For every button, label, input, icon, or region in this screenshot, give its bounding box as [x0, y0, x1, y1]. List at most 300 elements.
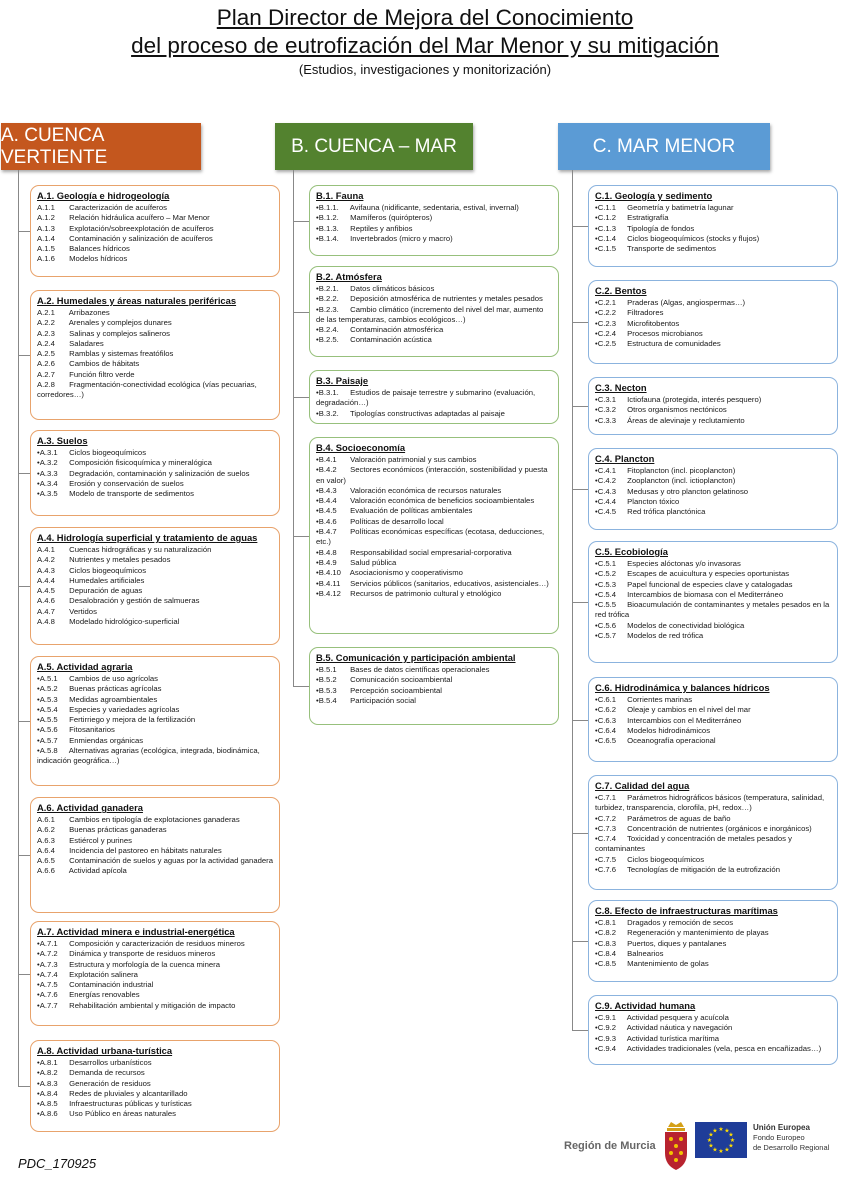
- item-code: •C.7.1: [595, 793, 617, 802]
- topic-item: [595, 224, 831, 234]
- item-code: •A.5.8: [37, 746, 58, 756]
- item-code: A.2.2: [37, 318, 55, 328]
- topic-item: [37, 380, 273, 401]
- item-code: •B.4.9: [316, 557, 337, 567]
- topic-title: C.4. Plancton: [595, 453, 655, 464]
- item-text: Especies alóctonas y/o invasoras: [627, 559, 741, 568]
- topic-item: [37, 970, 273, 980]
- topic-item: [316, 305, 552, 326]
- connector-line: [293, 221, 309, 222]
- column-header-cuenca-vertiente: A. CUENCA VERTIENTE: [1, 123, 201, 170]
- topic-item: [37, 1109, 273, 1119]
- item-text: Modelo de transporte de sedimentos: [69, 489, 194, 499]
- item-code: A.2.7: [37, 369, 55, 379]
- item-text: Función filtro verde: [69, 369, 135, 379]
- topic-box: [588, 280, 838, 364]
- item-text: Modelos hidrodinámicos: [627, 725, 711, 735]
- topic-box: [30, 656, 280, 786]
- topic-item: [37, 576, 273, 586]
- item-text: Degradación, contaminación y salinización de suelos: [69, 468, 250, 478]
- item-text: Fragmentación-conectividad ecológica (vías pecuarias, corredores…): [37, 380, 257, 400]
- topic-item: [316, 579, 552, 589]
- topic-item: [316, 496, 552, 506]
- item-text: Infraestructuras públicas y turísticas: [69, 1099, 192, 1109]
- item-text: Nutrientes y metales pesados: [69, 555, 171, 565]
- topic-box: [588, 900, 838, 982]
- item-code: A.6.6: [37, 866, 55, 876]
- topic-item: [595, 590, 831, 600]
- item-text: Oleaje y cambios en el nivel del mar: [627, 705, 751, 715]
- item-text: Microfitobentos: [627, 318, 680, 328]
- item-code: A.2.3: [37, 328, 55, 338]
- item-text: Estiércol y purines: [69, 835, 132, 845]
- item-code: A.6.5: [37, 856, 55, 866]
- item-text: Actividades tradicionales (vela, pesca en encañizadas…): [626, 1043, 822, 1053]
- item-text: Estudios de paisaje terrestre y submarino (evaluación, degradación…): [316, 388, 536, 408]
- topic-item: [37, 489, 273, 499]
- eu-label: Unión Europea: [753, 1123, 810, 1132]
- topic-item: [316, 696, 552, 706]
- topic-item: [37, 555, 273, 565]
- topic-title: A.4. Hidrología superficial y tratamiento de aguas: [37, 532, 258, 543]
- item-code: •B.5.4: [316, 695, 337, 705]
- svg-text:★: ★: [728, 1131, 734, 1139]
- topic-item: [37, 586, 273, 596]
- topic-item: [595, 213, 831, 223]
- topic-item: [595, 824, 831, 834]
- item-code: •C.5.3: [595, 579, 617, 589]
- item-code: •C.4.1: [595, 466, 617, 475]
- item-code: A.1.3: [37, 223, 55, 233]
- topic-item: [37, 448, 273, 458]
- item-code: •C.8.2: [595, 928, 617, 938]
- item-code: •A.7.5: [37, 980, 58, 990]
- topic-box: [309, 185, 559, 256]
- topic-item: [595, 466, 831, 476]
- topic-title: A.1. Geología e hidrogeología: [37, 190, 170, 201]
- item-text: Balnearios: [627, 948, 664, 958]
- topic-item: [37, 469, 273, 479]
- connector-line: [572, 1030, 588, 1031]
- topic-item: [595, 203, 831, 213]
- topic-item: [595, 959, 831, 969]
- item-text: Geometría y batimetría lagunar: [627, 203, 734, 212]
- topic-item: [316, 388, 552, 409]
- item-code: •C.2.2: [595, 308, 617, 318]
- item-code: •C.5.5: [595, 600, 617, 610]
- topic-item: [37, 725, 273, 735]
- topic-box: [30, 527, 280, 645]
- topic-box: [30, 797, 280, 913]
- item-code: •A.5.6: [37, 725, 58, 735]
- item-text: Erosión y conservación de suelos: [69, 478, 184, 488]
- topic-item: [37, 244, 273, 254]
- item-code: •A.5.5: [37, 715, 58, 725]
- topic-item: [37, 479, 273, 489]
- item-code: •C.7.6: [595, 865, 617, 875]
- topic-item: [595, 580, 831, 590]
- item-text: Puertos, diques y pantalanes: [627, 938, 727, 948]
- topic-item: [595, 928, 831, 938]
- item-text: Composición fisicoquímica y mineralógica: [69, 458, 212, 468]
- item-code: A.6.3: [37, 835, 55, 845]
- item-code: A.1.5: [37, 244, 55, 254]
- item-code: •A.5.4: [37, 704, 58, 714]
- topic-item: [37, 825, 273, 835]
- item-code: •C.7.3: [595, 823, 617, 833]
- item-code: •B.2.2.: [316, 294, 339, 304]
- topic-title: B.1. Fauna: [316, 190, 364, 201]
- item-code: •A.7.4: [37, 969, 58, 979]
- topic-item: [37, 684, 273, 694]
- item-code: •B.2.3.: [316, 304, 339, 314]
- topic-item: [37, 213, 273, 223]
- topic-item: [316, 203, 552, 213]
- item-code: •B.4.1: [316, 455, 337, 464]
- item-text: Políticas económicas específicas (ecotasa, deducciones, etc.): [316, 527, 545, 547]
- item-text: Estructura y morfología de la cuenca minera: [69, 959, 220, 969]
- topic-item: [316, 465, 552, 486]
- item-text: Avifauna (nidificante, sedentaria, estival, invernal): [349, 203, 519, 212]
- item-text: Especies y variedades agrícolas: [69, 704, 180, 714]
- topic-item: [595, 405, 831, 415]
- item-code: •C.5.4: [595, 589, 617, 599]
- svg-text:★: ★: [706, 1137, 713, 1144]
- item-code: A.1.6: [37, 254, 55, 264]
- item-code: •B.4.2: [316, 465, 337, 475]
- item-code: •A.3.1: [37, 448, 58, 457]
- item-code: •C.6.5: [595, 736, 617, 746]
- topic-item: [595, 631, 831, 641]
- topic-item: [37, 607, 273, 617]
- item-code: •A.5.7: [37, 735, 58, 745]
- region-logo-text: Región de Murcia: [564, 1140, 656, 1152]
- item-code: •C.1.3: [595, 223, 617, 233]
- topic-box: [588, 995, 838, 1065]
- item-code: A.4.7: [37, 606, 55, 616]
- item-text: Ciclos biogeoquímicos: [627, 854, 705, 864]
- topic-title: B.3. Paisaje: [316, 375, 369, 386]
- item-code: •B.2.5.: [316, 335, 339, 345]
- topic-item: [595, 855, 831, 865]
- item-text: Tecnologías de mitigación de la eutrofización: [627, 865, 780, 875]
- topic-item: [37, 980, 273, 990]
- svg-text:★: ★: [724, 1127, 730, 1135]
- item-code: •B.4.10: [316, 568, 341, 578]
- item-text: Asociacionismo y cooperativismo: [349, 568, 463, 578]
- item-code: •C.4.2: [595, 476, 617, 486]
- item-text: Ciclos biogeoquímicos: [69, 448, 147, 457]
- item-code: •B.1.3.: [316, 223, 339, 233]
- item-code: •A.7.3: [37, 959, 58, 969]
- topic-item: [595, 298, 831, 308]
- topic-box: [588, 377, 838, 435]
- item-text: Filtradores: [627, 308, 664, 318]
- item-text: Praderas (Algas, angiospermas…): [627, 298, 746, 307]
- topic-title: C.7. Calidad del agua: [595, 780, 690, 791]
- item-code: •A.8.6: [37, 1109, 58, 1119]
- topic-item: [37, 939, 273, 949]
- topic-item: [595, 395, 831, 405]
- topic-item: [595, 244, 831, 254]
- item-text: Actividad náutica y navegación: [626, 1023, 733, 1033]
- item-text: Buenas prácticas ganaderas: [69, 825, 167, 835]
- topic-item: [595, 716, 831, 726]
- topic-item: [37, 960, 273, 970]
- svg-text:★: ★: [718, 1126, 724, 1133]
- topic-item: [37, 1068, 273, 1078]
- topic-item: [37, 359, 273, 369]
- item-code: •C.7.4: [595, 834, 617, 844]
- topic-item: [316, 558, 552, 568]
- connector-line: [18, 974, 30, 975]
- item-code: A.2.5: [37, 349, 55, 359]
- item-code: •B.4.4: [316, 496, 337, 506]
- item-code: •C.4.5: [595, 507, 617, 517]
- topic-item: [37, 349, 273, 359]
- item-code: •A.5.2: [37, 684, 58, 694]
- connector-line: [18, 855, 30, 856]
- item-text: Valoración económica de recursos naturales: [350, 485, 502, 495]
- topic-item: [595, 487, 831, 497]
- item-code: •C.6.2: [595, 705, 617, 715]
- item-text: Desalobración y gestión de salmueras: [69, 596, 200, 606]
- connector-line: [293, 536, 309, 537]
- item-text: Desarrollos urbanísticos: [69, 1058, 152, 1067]
- item-code: •A.5.1: [37, 674, 58, 683]
- item-code: •B.1.1.: [316, 203, 339, 212]
- topic-item: [37, 203, 273, 213]
- item-code: •A.3.4: [37, 478, 58, 488]
- item-code: •C.8.4: [595, 948, 617, 958]
- topic-box: [30, 185, 280, 277]
- topic-item: [37, 1099, 273, 1109]
- item-code: •A.3.3: [37, 468, 58, 478]
- topic-item: [37, 545, 273, 555]
- item-code: •B.1.2.: [316, 213, 339, 223]
- item-text: Dragados y remoción de secos: [627, 918, 734, 927]
- item-text: Energías renovables: [69, 990, 140, 1000]
- item-code: A.1.1: [37, 203, 55, 212]
- item-text: Cambios en tipología de explotaciones ganaderas: [69, 815, 240, 824]
- topic-item: [316, 527, 552, 548]
- item-text: Áreas de alevinaje y reclutamiento: [627, 415, 745, 425]
- item-text: Fitoplancton (incl. picoplancton): [627, 466, 736, 475]
- item-code: A.1.4: [37, 233, 55, 243]
- topic-box: [309, 370, 559, 424]
- item-code: •A.8.1: [37, 1058, 58, 1067]
- topic-item: [595, 918, 831, 928]
- topic-title: A.5. Actividad agraria: [37, 661, 133, 672]
- topic-item: [595, 308, 831, 318]
- item-code: •B.4.5: [316, 506, 337, 516]
- item-text: Participación social: [350, 695, 416, 705]
- topic-item: [37, 308, 273, 318]
- item-text: Responsabilidad social empresarial-corporativa: [350, 547, 512, 557]
- item-code: •C.3.3: [595, 415, 617, 425]
- topic-item: [316, 294, 552, 304]
- topic-item: [595, 621, 831, 631]
- item-text: Recursos de patrimonio cultural y etnológico: [350, 588, 502, 598]
- topic-item: [37, 1079, 273, 1089]
- item-code: •C.7.2: [595, 813, 617, 823]
- item-text: Otros organismos nectónicos: [627, 405, 727, 415]
- item-code: •A.7.1: [37, 939, 58, 948]
- item-text: Invertebrados (micro y macro): [350, 233, 453, 243]
- item-text: Contaminación atmosférica: [350, 325, 444, 335]
- topic-title: B.2. Atmósfera: [316, 271, 382, 282]
- item-text: Dinámica y transporte de residuos mineros: [69, 949, 216, 959]
- connector-spine-c: [572, 170, 573, 1030]
- item-text: Depuración de aguas: [69, 586, 143, 596]
- topic-title: C.8. Efecto de infraestructuras marítimas: [595, 905, 778, 916]
- topic-item: [316, 325, 552, 335]
- item-text: Ictiofauna (protegida, interés pesquero): [627, 395, 762, 404]
- item-code: •B.3.1.: [316, 388, 339, 397]
- item-text: Actividad turística marítima: [626, 1033, 719, 1043]
- topic-item: [37, 1058, 273, 1068]
- item-text: Rehabilitación ambiental y mitigación de impacto: [69, 1000, 236, 1010]
- item-text: Bases de datos científicas operacionales: [350, 665, 490, 674]
- item-code: •A.8.5: [37, 1099, 58, 1109]
- topic-item: [316, 213, 552, 223]
- document-title-block: [0, 4, 850, 79]
- item-code: •C.5.1: [595, 559, 617, 568]
- topic-item: [37, 458, 273, 468]
- topic-title: A.7. Actividad minera e industrial-energética: [37, 926, 235, 937]
- item-text: Uso Público en áreas naturales: [69, 1109, 176, 1119]
- item-code: A.4.8: [37, 617, 55, 627]
- topic-box: [588, 775, 838, 890]
- item-text: Alternativas agrarias (ecológica, integrada, biodinámica, indicación geográfica…): [37, 746, 260, 766]
- item-code: A.6.4: [37, 845, 55, 855]
- svg-text:★: ★: [708, 1131, 714, 1139]
- topic-title: A.2. Humedales y áreas naturales periféricas: [37, 295, 237, 306]
- topic-item: [595, 569, 831, 579]
- item-code: •C.2.1: [595, 298, 617, 307]
- connector-line: [572, 602, 588, 603]
- topic-title: B.4. Socioeconomía: [316, 442, 406, 453]
- item-text: Enmiendas orgánicas: [69, 735, 144, 745]
- coat-of-arms-icon: [661, 1119, 691, 1173]
- item-code: •A.3.2: [37, 458, 58, 468]
- item-text: Plancton tóxico: [627, 496, 680, 506]
- item-text: Comunicación socioambiental: [350, 675, 453, 685]
- item-text: Actividad apícola: [68, 866, 127, 876]
- item-code: A.4.1: [37, 545, 55, 554]
- item-code: •C.2.4: [595, 328, 617, 338]
- item-code: •C.9.3: [595, 1033, 617, 1043]
- item-text: Contaminación acústica: [350, 335, 432, 345]
- svg-text:★: ★: [712, 1127, 718, 1135]
- item-code: •C.9.1: [595, 1013, 617, 1022]
- item-code: •C.9.4: [595, 1043, 617, 1053]
- topic-box: [588, 185, 838, 267]
- connector-line: [572, 322, 588, 323]
- item-text: Medidas agroambientales: [69, 694, 158, 704]
- item-text: Transporte de sedimentos: [627, 244, 717, 254]
- item-code: •B.4.6: [316, 516, 337, 526]
- item-text: Modelos hídricos: [69, 254, 128, 264]
- item-code: A.4.5: [37, 586, 55, 596]
- topic-item: [316, 455, 552, 465]
- item-code: •B.4.3: [316, 485, 337, 495]
- topic-item: [595, 949, 831, 959]
- item-code: •C.3.1: [595, 395, 617, 404]
- item-text: Explotación salinera: [69, 969, 138, 979]
- topic-title: A.6. Actividad ganadera: [37, 802, 143, 813]
- item-code: •C.4.3: [595, 486, 617, 496]
- topic-item: [37, 596, 273, 606]
- topic-item: [37, 329, 273, 339]
- item-code: •C.1.5: [595, 244, 617, 254]
- topic-item: [316, 517, 552, 527]
- connector-line: [18, 586, 30, 587]
- item-code: •B.4.7: [316, 527, 337, 537]
- topic-item: [595, 339, 831, 349]
- topic-item: [37, 990, 273, 1000]
- topic-item: [595, 234, 831, 244]
- topic-item: [316, 284, 552, 294]
- eu-fund-label-2: de Desarrollo Regional: [753, 1142, 830, 1152]
- item-text: Demanda de recursos: [69, 1068, 145, 1078]
- topic-item: [37, 715, 273, 725]
- item-code: •B.4.11: [316, 578, 341, 588]
- item-code: •A.3.5: [37, 489, 58, 499]
- item-text: Cambio climático (incremento del nivel del mar, aumento de las temperaturas, cambios ecológicos…): [316, 304, 544, 324]
- topic-item: [37, 254, 273, 264]
- item-code: A.4.4: [37, 575, 55, 585]
- topic-title: C.1. Geología y sedimento: [595, 190, 713, 201]
- item-text: Regeneración y mantenimiento de playas: [627, 928, 769, 938]
- topic-item: [37, 856, 273, 866]
- item-text: Valoración patrimonial y sus cambios: [350, 455, 477, 464]
- connector-line: [572, 941, 588, 942]
- item-text: Mantenimiento de golas: [627, 959, 709, 969]
- item-text: Tipología de fondos: [627, 223, 695, 233]
- item-code: •B.5.1: [316, 665, 337, 674]
- item-code: •C.8.1: [595, 918, 617, 927]
- topic-box: [30, 1040, 280, 1132]
- topic-item: [316, 224, 552, 234]
- topic-item: [595, 1013, 831, 1023]
- item-code: •C.1.4: [595, 233, 617, 243]
- item-text: Tipologías constructivas adaptadas al paisaje: [350, 408, 505, 418]
- item-text: Ramblas y sistemas freatófilos: [69, 349, 174, 359]
- item-code: •C.6.1: [595, 695, 617, 704]
- topic-item: [595, 507, 831, 517]
- item-code: •B.3.2.: [316, 408, 339, 418]
- topic-item: [595, 416, 831, 426]
- item-text: Vertidos: [69, 606, 97, 616]
- connector-line: [572, 489, 588, 490]
- item-text: Humedales artificiales: [69, 575, 145, 585]
- topic-item: [37, 949, 273, 959]
- topic-item: [595, 476, 831, 486]
- item-text: Reptiles y anfibios: [350, 223, 413, 233]
- item-text: Contaminación industrial: [69, 980, 154, 990]
- item-text: Composición y caracterización de residuos mineros: [69, 939, 245, 948]
- item-code: •A.8.2: [37, 1068, 58, 1078]
- item-code: •B.5.3: [316, 685, 337, 695]
- svg-text:★: ★: [708, 1142, 714, 1150]
- connector-spine-b: [293, 170, 294, 686]
- topic-item: [37, 224, 273, 234]
- item-text: Ciclos biogeoquímicos: [69, 565, 147, 575]
- connector-spine-a: [18, 170, 19, 1086]
- item-text: Relación hidráulica acuífero – Mar Menor: [69, 213, 210, 223]
- item-text: Sectores económicos (interacción, sostenibilidad y puesta en valor): [316, 465, 548, 485]
